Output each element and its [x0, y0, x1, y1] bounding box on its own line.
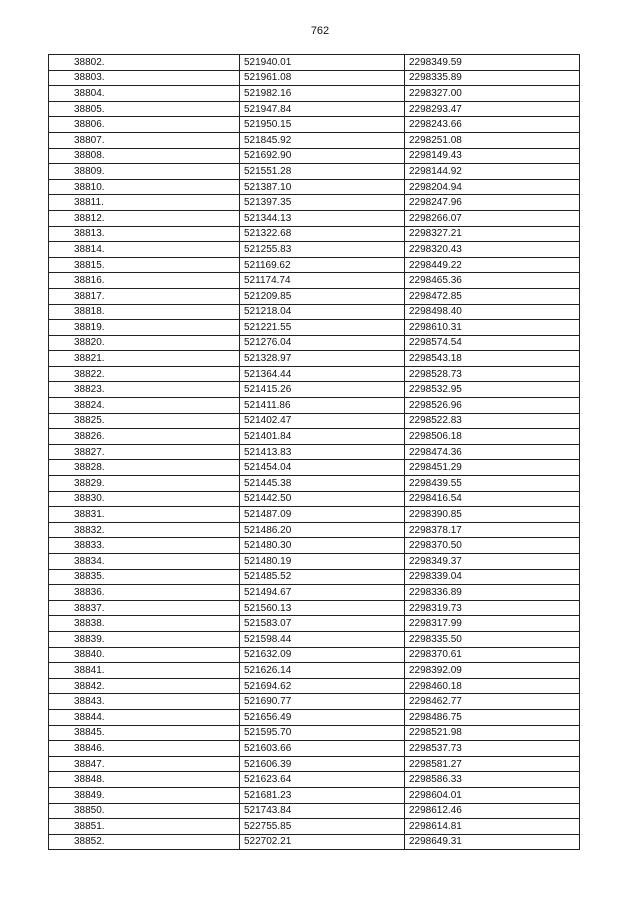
- table-row: [49, 320, 580, 336]
- table-row: [49, 288, 580, 304]
- easting-cell: 521169.62: [240, 257, 405, 273]
- easting-cell: 521487.09: [240, 507, 405, 523]
- point-number-cell: 38844.: [49, 709, 240, 725]
- point-number-cell: 38819.: [49, 320, 240, 336]
- easting-cell: 521595.70: [240, 725, 405, 741]
- northing-cell: 2298521.98: [405, 725, 580, 741]
- table-row: [49, 382, 580, 398]
- northing-cell: 2298349.59: [405, 55, 580, 71]
- easting-cell: 521413.83: [240, 444, 405, 460]
- point-number-cell: 38840.: [49, 647, 240, 663]
- table-row: [49, 55, 580, 71]
- point-number-cell: 38838.: [49, 616, 240, 632]
- point-number-cell: 38848.: [49, 772, 240, 788]
- point-number-cell: 38805.: [49, 101, 240, 117]
- point-number-cell: 38852.: [49, 834, 240, 850]
- easting-cell: 521961.08: [240, 70, 405, 86]
- table-row: [49, 476, 580, 492]
- point-number-cell: 38804.: [49, 86, 240, 102]
- easting-cell: 521221.55: [240, 320, 405, 336]
- northing-cell: 2298604.01: [405, 787, 580, 803]
- easting-cell: 521415.26: [240, 382, 405, 398]
- table-row: [49, 179, 580, 195]
- northing-cell: 2298526.96: [405, 398, 580, 414]
- northing-cell: 2298416.54: [405, 491, 580, 507]
- table-row: [49, 741, 580, 757]
- easting-cell: 521387.10: [240, 179, 405, 195]
- northing-cell: 2298449.22: [405, 257, 580, 273]
- easting-cell: 521632.09: [240, 647, 405, 663]
- northing-cell: 2298392.09: [405, 663, 580, 679]
- northing-cell: 2298335.50: [405, 631, 580, 647]
- easting-cell: 521623.64: [240, 772, 405, 788]
- northing-cell: 2298574.54: [405, 335, 580, 351]
- easting-cell: 521397.35: [240, 195, 405, 211]
- easting-cell: 521454.04: [240, 460, 405, 476]
- table-row: [49, 663, 580, 679]
- table-row: [49, 86, 580, 102]
- easting-cell: 521560.13: [240, 600, 405, 616]
- table-row: [49, 491, 580, 507]
- point-number-cell: 38847.: [49, 756, 240, 772]
- easting-cell: 521485.52: [240, 569, 405, 585]
- easting-cell: 521442.50: [240, 491, 405, 507]
- northing-cell: 2298486.75: [405, 709, 580, 725]
- point-number-cell: 38823.: [49, 382, 240, 398]
- easting-cell: 521982.16: [240, 86, 405, 102]
- table-row: [49, 366, 580, 382]
- northing-cell: 2298506.18: [405, 429, 580, 445]
- easting-cell: 521480.30: [240, 538, 405, 554]
- table-row: [49, 195, 580, 211]
- northing-cell: 2298293.47: [405, 101, 580, 117]
- easting-cell: 521344.13: [240, 210, 405, 226]
- point-number-cell: 38802.: [49, 55, 240, 71]
- point-number-cell: 38834.: [49, 554, 240, 570]
- northing-cell: 2298317.99: [405, 616, 580, 632]
- easting-cell: 521322.68: [240, 226, 405, 242]
- northing-cell: 2298522.83: [405, 413, 580, 429]
- point-number-cell: 38839.: [49, 631, 240, 647]
- table-row: [49, 444, 580, 460]
- point-number-cell: 38835.: [49, 569, 240, 585]
- point-number-cell: 38836.: [49, 585, 240, 601]
- northing-cell: 2298336.89: [405, 585, 580, 601]
- point-number-cell: 38807.: [49, 132, 240, 148]
- point-number-cell: 38820.: [49, 335, 240, 351]
- table-row: [49, 694, 580, 710]
- northing-cell: 2298474.36: [405, 444, 580, 460]
- northing-cell: 2298149.43: [405, 148, 580, 164]
- table-row: [49, 678, 580, 694]
- northing-cell: 2298451.29: [405, 460, 580, 476]
- table-row: [49, 538, 580, 554]
- northing-cell: 2298498.40: [405, 304, 580, 320]
- easting-cell: 521411.86: [240, 398, 405, 414]
- table-row: [49, 148, 580, 164]
- table-row: [49, 631, 580, 647]
- table-row: [49, 569, 580, 585]
- easting-cell: 521947.84: [240, 101, 405, 117]
- northing-cell: 2298370.50: [405, 538, 580, 554]
- point-number-cell: 38846.: [49, 741, 240, 757]
- table-row: [49, 819, 580, 835]
- easting-cell: 521364.44: [240, 366, 405, 382]
- northing-cell: 2298465.36: [405, 273, 580, 289]
- easting-cell: 521494.67: [240, 585, 405, 601]
- table-row: [49, 164, 580, 180]
- point-number-cell: 38818.: [49, 304, 240, 320]
- northing-cell: 2298610.31: [405, 320, 580, 336]
- northing-cell: 2298247.96: [405, 195, 580, 211]
- point-number-cell: 38824.: [49, 398, 240, 414]
- table-row: [49, 257, 580, 273]
- easting-cell: 521402.47: [240, 413, 405, 429]
- table-row: [49, 522, 580, 538]
- point-number-cell: 38831.: [49, 507, 240, 523]
- table-row: [49, 647, 580, 663]
- coordinates-table-body: [49, 55, 580, 850]
- easting-cell: 521174.74: [240, 273, 405, 289]
- table-row: [49, 117, 580, 133]
- northing-cell: 2298472.85: [405, 288, 580, 304]
- northing-cell: 2298251.08: [405, 132, 580, 148]
- northing-cell: 2298319.73: [405, 600, 580, 616]
- point-number-cell: 38828.: [49, 460, 240, 476]
- easting-cell: 521328.97: [240, 351, 405, 367]
- easting-cell: 521694.62: [240, 678, 405, 694]
- easting-cell: 521480.19: [240, 554, 405, 570]
- point-number-cell: 38809.: [49, 164, 240, 180]
- point-number-cell: 38849.: [49, 787, 240, 803]
- point-number-cell: 38841.: [49, 663, 240, 679]
- easting-cell: 521950.15: [240, 117, 405, 133]
- easting-cell: 521626.14: [240, 663, 405, 679]
- point-number-cell: 38808.: [49, 148, 240, 164]
- point-number-cell: 38811.: [49, 195, 240, 211]
- table-row: [49, 413, 580, 429]
- point-number-cell: 38833.: [49, 538, 240, 554]
- northing-cell: 2298335.89: [405, 70, 580, 86]
- point-number-cell: 38830.: [49, 491, 240, 507]
- easting-cell: 521940.01: [240, 55, 405, 71]
- table-row: [49, 756, 580, 772]
- northing-cell: 2298266.07: [405, 210, 580, 226]
- easting-cell: 521583.07: [240, 616, 405, 632]
- northing-cell: 2298586.33: [405, 772, 580, 788]
- table-row: [49, 335, 580, 351]
- table-row: [49, 834, 580, 850]
- easting-cell: 522702.21: [240, 834, 405, 850]
- northing-cell: 2298339.04: [405, 569, 580, 585]
- easting-cell: 521743.84: [240, 803, 405, 819]
- point-number-cell: 38817.: [49, 288, 240, 304]
- northing-cell: 2298320.43: [405, 242, 580, 258]
- easting-cell: 521209.85: [240, 288, 405, 304]
- point-number-cell: 38813.: [49, 226, 240, 242]
- point-number-cell: 38843.: [49, 694, 240, 710]
- easting-cell: 521486.20: [240, 522, 405, 538]
- point-number-cell: 38845.: [49, 725, 240, 741]
- table-row: [49, 616, 580, 632]
- point-number-cell: 38827.: [49, 444, 240, 460]
- easting-cell: 521690.77: [240, 694, 405, 710]
- table-row: [49, 709, 580, 725]
- easting-cell: 521218.04: [240, 304, 405, 320]
- table-row: [49, 600, 580, 616]
- table-row: [49, 398, 580, 414]
- easting-cell: 521276.04: [240, 335, 405, 351]
- northing-cell: 2298204.94: [405, 179, 580, 195]
- table-row: [49, 132, 580, 148]
- table-row: [49, 273, 580, 289]
- table-row: [49, 242, 580, 258]
- northing-cell: 2298528.73: [405, 366, 580, 382]
- northing-cell: 2298327.21: [405, 226, 580, 242]
- easting-cell: 521845.92: [240, 132, 405, 148]
- table-row: [49, 460, 580, 476]
- coordinates-table: [48, 54, 580, 850]
- page-number: 762: [310, 25, 330, 37]
- point-number-cell: 38825.: [49, 413, 240, 429]
- point-number-cell: 38814.: [49, 242, 240, 258]
- table-row: [49, 725, 580, 741]
- northing-cell: 2298439.55: [405, 476, 580, 492]
- table-row: [49, 101, 580, 117]
- table-row: [49, 429, 580, 445]
- easting-cell: 521681.23: [240, 787, 405, 803]
- table-row: [49, 772, 580, 788]
- point-number-cell: 38851.: [49, 819, 240, 835]
- northing-cell: 2298378.17: [405, 522, 580, 538]
- northing-cell: 2298460.18: [405, 678, 580, 694]
- table-row: [49, 787, 580, 803]
- point-number-cell: 38829.: [49, 476, 240, 492]
- northing-cell: 2298243.66: [405, 117, 580, 133]
- easting-cell: 521445.38: [240, 476, 405, 492]
- point-number-cell: 38815.: [49, 257, 240, 273]
- northing-cell: 2298462.77: [405, 694, 580, 710]
- northing-cell: 2298614.81: [405, 819, 580, 835]
- easting-cell: 521603.66: [240, 741, 405, 757]
- point-number-cell: 38812.: [49, 210, 240, 226]
- easting-cell: 521692.90: [240, 148, 405, 164]
- table-row: [49, 803, 580, 819]
- northing-cell: 2298327.00: [405, 86, 580, 102]
- point-number-cell: 38806.: [49, 117, 240, 133]
- point-number-cell: 38816.: [49, 273, 240, 289]
- point-number-cell: 38810.: [49, 179, 240, 195]
- easting-cell: 521255.83: [240, 242, 405, 258]
- easting-cell: 521598.44: [240, 631, 405, 647]
- northing-cell: 2298390.85: [405, 507, 580, 523]
- table-row: [49, 70, 580, 86]
- northing-cell: 2298349.37: [405, 554, 580, 570]
- easting-cell: 521656.49: [240, 709, 405, 725]
- northing-cell: 2298370.61: [405, 647, 580, 663]
- table-row: [49, 554, 580, 570]
- table-row: [49, 304, 580, 320]
- easting-cell: 521606.39: [240, 756, 405, 772]
- northing-cell: 2298543.18: [405, 351, 580, 367]
- table-row: [49, 351, 580, 367]
- easting-cell: 522755.85: [240, 819, 405, 835]
- easting-cell: 521551.28: [240, 164, 405, 180]
- table-row: [49, 585, 580, 601]
- point-number-cell: 38821.: [49, 351, 240, 367]
- northing-cell: 2298581.27: [405, 756, 580, 772]
- point-number-cell: 38842.: [49, 678, 240, 694]
- northing-cell: 2298537.73: [405, 741, 580, 757]
- table-row: [49, 210, 580, 226]
- point-number-cell: 38822.: [49, 366, 240, 382]
- point-number-cell: 38850.: [49, 803, 240, 819]
- point-number-cell: 38803.: [49, 70, 240, 86]
- northing-cell: 2298144.92: [405, 164, 580, 180]
- easting-cell: 521401.84: [240, 429, 405, 445]
- point-number-cell: 38837.: [49, 600, 240, 616]
- northing-cell: 2298649.31: [405, 834, 580, 850]
- table-row: [49, 226, 580, 242]
- northing-cell: 2298532.95: [405, 382, 580, 398]
- table-row: [49, 507, 580, 523]
- point-number-cell: 38832.: [49, 522, 240, 538]
- northing-cell: 2298612.46: [405, 803, 580, 819]
- point-number-cell: 38826.: [49, 429, 240, 445]
